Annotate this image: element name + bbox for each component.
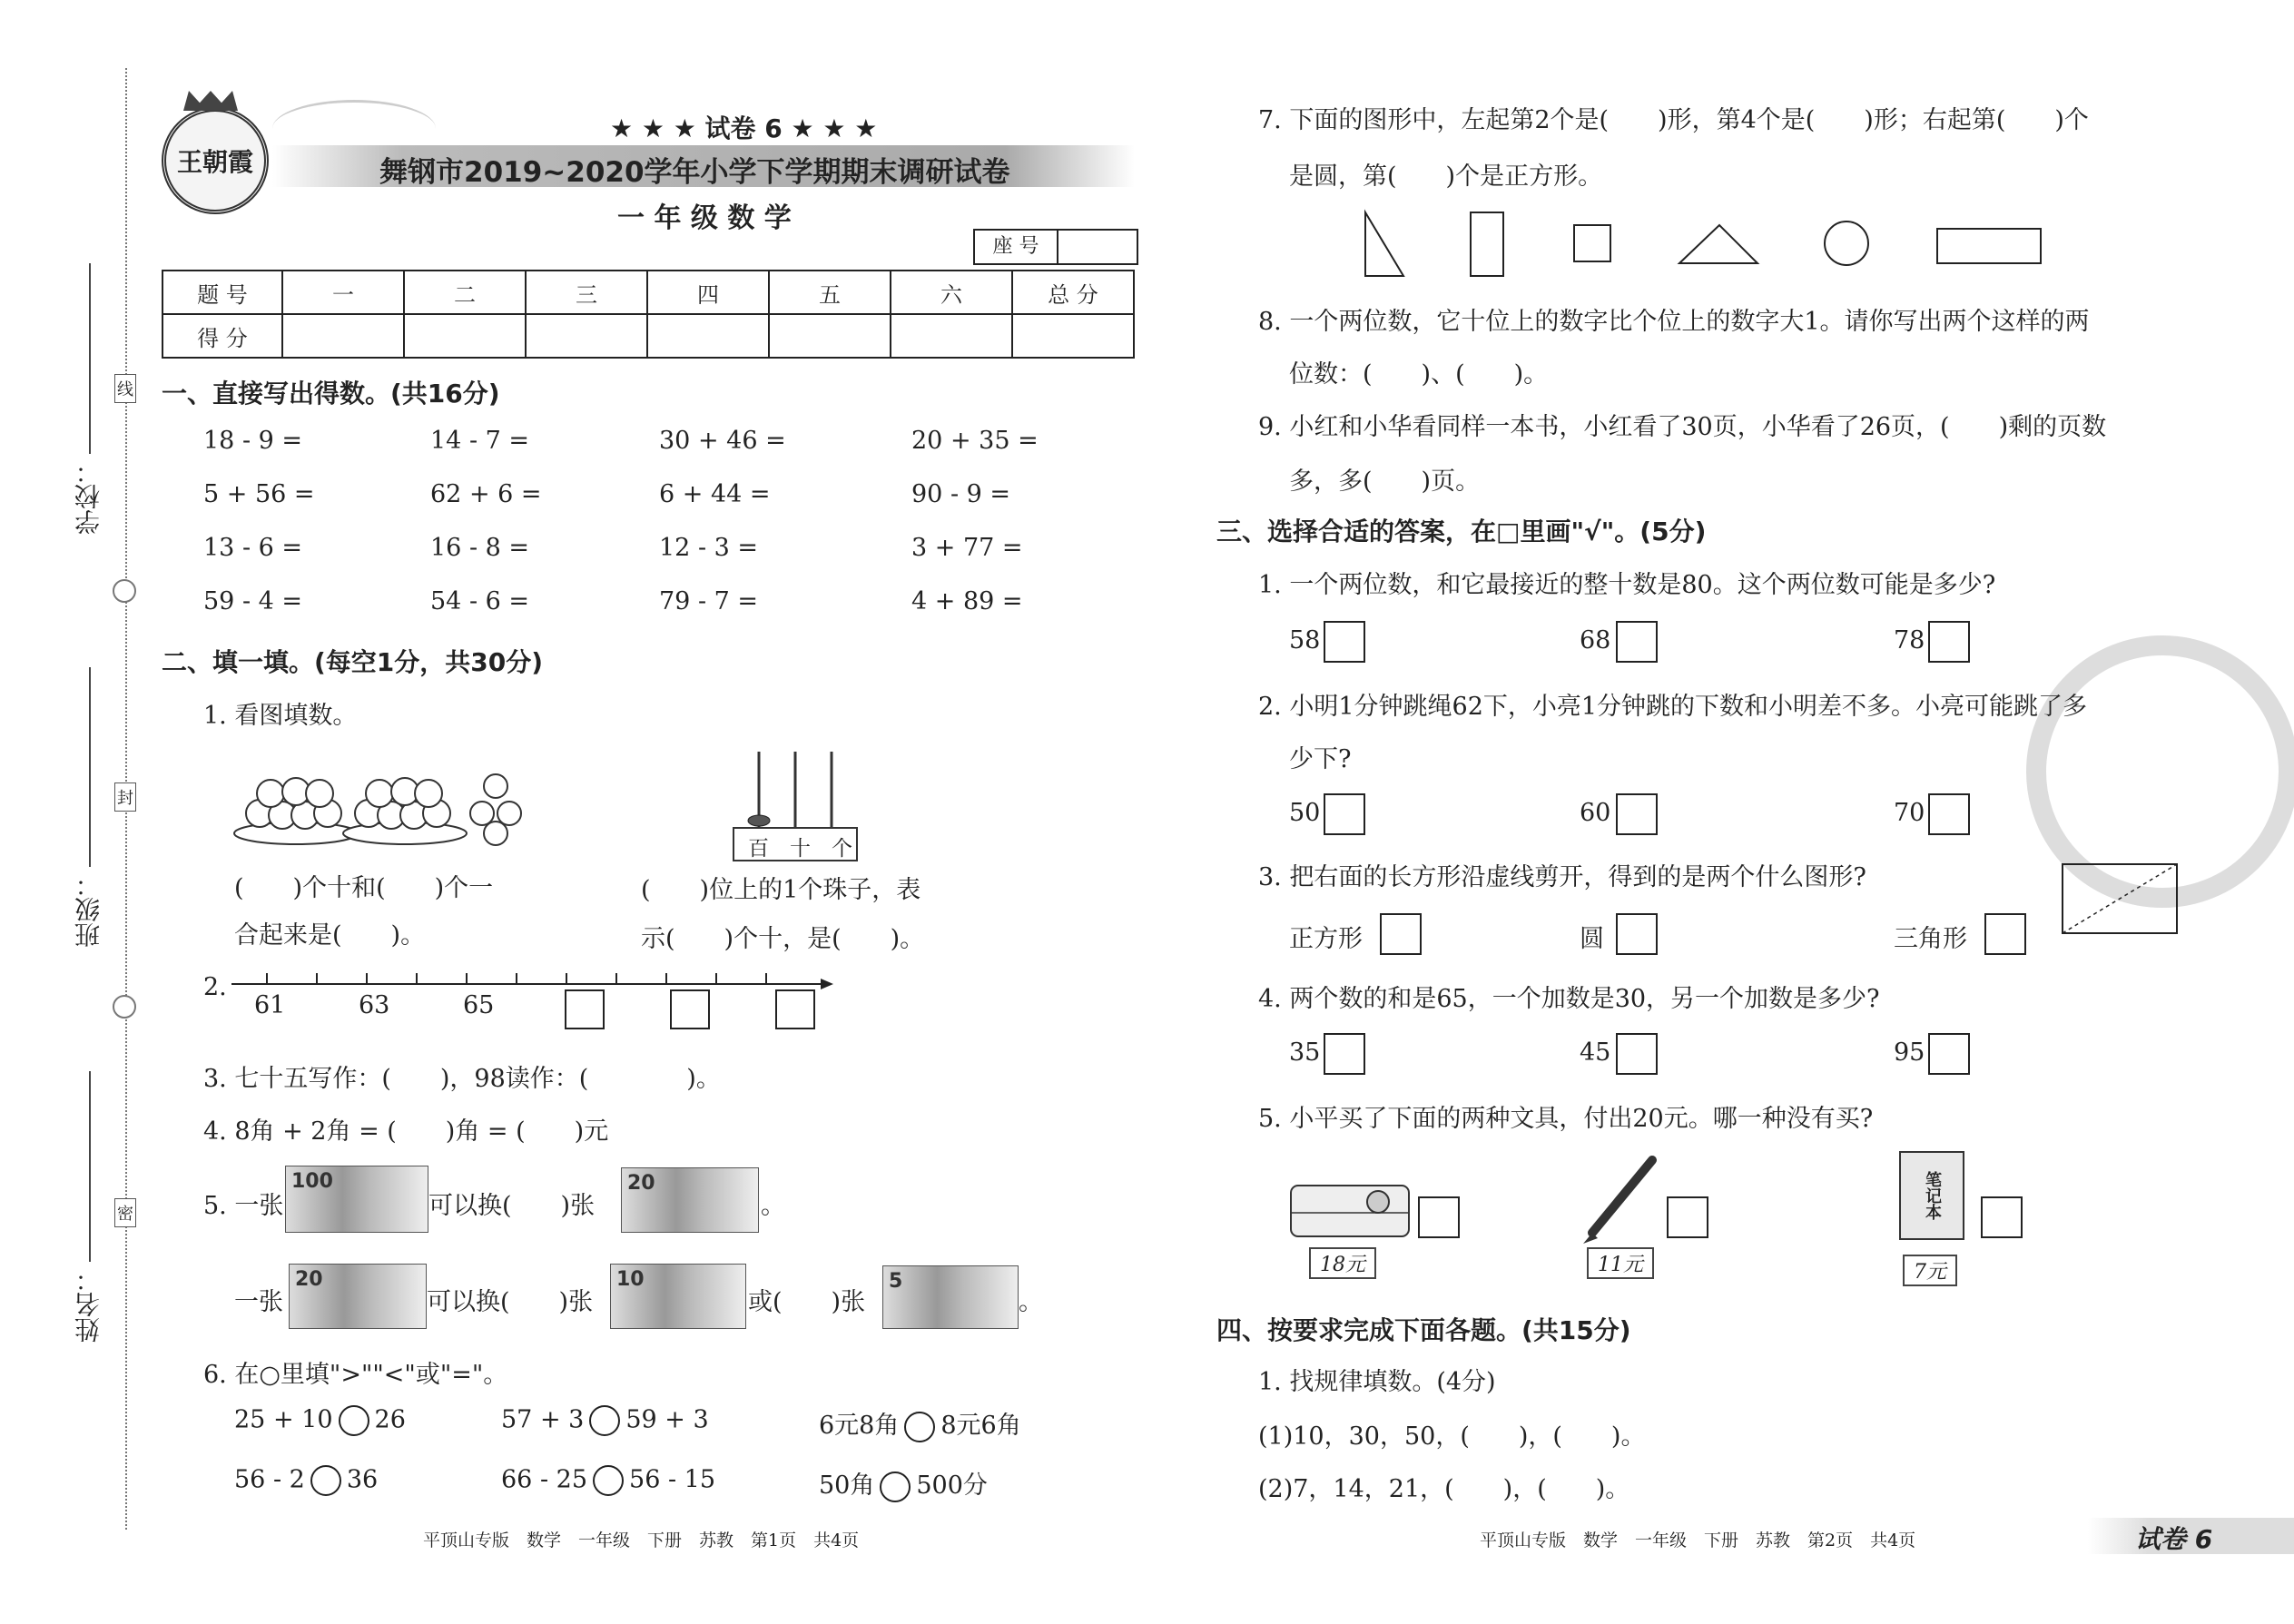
question-text: 7. 下面的图形中，左起第2个是( )形，第4个是( )形；右起第( )个 bbox=[1258, 106, 2089, 134]
banknote-20: 20 bbox=[621, 1167, 759, 1233]
check-box[interactable] bbox=[1984, 913, 2026, 955]
footer-badge: 试卷 6 bbox=[2135, 1524, 2213, 1554]
section-heading: 二、填一填。(每空1分，共30分) bbox=[162, 647, 544, 677]
banknote-5: 5 bbox=[882, 1265, 1019, 1329]
check-box[interactable] bbox=[1616, 621, 1658, 663]
question-text: ( )位上的1个珠子，表 bbox=[641, 876, 921, 904]
compare-circle[interactable] bbox=[589, 1405, 620, 1436]
arith-item: 20 + 35 = bbox=[911, 427, 1039, 455]
banknote-10: 10 bbox=[610, 1264, 746, 1329]
price-tag: 18元 bbox=[1309, 1247, 1376, 1279]
check-box[interactable] bbox=[1616, 1033, 1658, 1075]
price-tag: 11元 bbox=[1587, 1247, 1654, 1279]
arith-item: 5 + 56 = bbox=[203, 480, 315, 508]
check-box[interactable] bbox=[1324, 621, 1365, 663]
arith-item: 90 - 9 = bbox=[911, 480, 1011, 508]
question-text: 示( )个十，是( )。 bbox=[641, 925, 925, 953]
compare-circle[interactable] bbox=[593, 1465, 624, 1496]
arith-row bbox=[203, 427, 1039, 480]
dashed-rectangle bbox=[2061, 862, 2181, 937]
arith-item: 12 - 3 = bbox=[659, 534, 759, 562]
option-label: 圆 bbox=[1580, 925, 1604, 953]
score-cell[interactable] bbox=[1012, 314, 1134, 358]
score-cell[interactable] bbox=[404, 314, 526, 358]
option-label: 35 bbox=[1289, 1038, 1321, 1067]
question-text: 4. 两个数的和是65，一个加数是30，另一个加数是多少? bbox=[1258, 985, 1880, 1013]
score-table-score-row bbox=[162, 314, 1134, 358]
arith-item: 14 - 7 = bbox=[430, 427, 530, 455]
question-text: 合起来是( )。 bbox=[234, 921, 426, 950]
question-text: 一张 bbox=[234, 1288, 283, 1316]
question-text: (2)7，14，21，( )，( )。 bbox=[1258, 1475, 1630, 1503]
seal-mark-2: 封 bbox=[114, 782, 136, 812]
section-heading: 三、选择合适的答案，在□里画"√"。(5分) bbox=[1216, 517, 1707, 546]
compare-circle[interactable] bbox=[880, 1471, 911, 1502]
question-text: (1)10，30，50，( )，( )。 bbox=[1258, 1422, 1646, 1451]
compare-item: 25 + 10 26 bbox=[234, 1405, 406, 1436]
tick-label: 61 bbox=[254, 991, 286, 1019]
table-cell: 题 号 bbox=[162, 271, 282, 314]
shapes-illustration bbox=[1358, 207, 2048, 280]
table-cell: 六 bbox=[891, 271, 1012, 314]
name-line bbox=[89, 1071, 91, 1262]
table-cell: 总 分 bbox=[1012, 271, 1134, 314]
option-label: 58 bbox=[1289, 626, 1321, 655]
compare-item: 6元8角 8元6角 bbox=[819, 1405, 1021, 1442]
check-box[interactable] bbox=[1981, 1196, 2023, 1238]
question-number: 2. bbox=[203, 973, 227, 1001]
check-box[interactable] bbox=[1380, 913, 1422, 955]
table-cell: 三 bbox=[526, 271, 647, 314]
question-text: 8. 一个两位数，它十位上的数字比个位上的数字大1。请你写出两个这样的两 bbox=[1258, 308, 2090, 336]
tick-label: 63 bbox=[359, 991, 390, 1019]
table-cell: 一 bbox=[282, 271, 404, 314]
question-text: 可以换( )张 bbox=[428, 1192, 596, 1220]
table-cell: 得 分 bbox=[162, 314, 282, 358]
score-cell[interactable] bbox=[647, 314, 769, 358]
question-text: 9. 小红和小华看同样一本书，小红看了30页，小华看了26页，( )剩的页数 bbox=[1258, 413, 2107, 441]
answer-box[interactable] bbox=[775, 989, 815, 1029]
question-text: 1. 找规律填数。(4分) bbox=[1258, 1368, 1496, 1396]
page-footer: 平顶山专版 数学 一年级 下册 苏教 第1页 共4页 bbox=[423, 1530, 860, 1550]
question-text: 是圆，第( )个是正方形。 bbox=[1289, 162, 1603, 191]
question-text: 6. 在○里填">""<"或"="。 bbox=[203, 1361, 508, 1389]
arith-item: 18 - 9 = bbox=[203, 427, 303, 455]
option-label: 70 bbox=[1894, 799, 1925, 827]
answer-box[interactable] bbox=[565, 989, 605, 1029]
option-label: 正方形 bbox=[1289, 925, 1363, 953]
arith-item: 3 + 77 = bbox=[911, 534, 1023, 562]
seat-number-field[interactable] bbox=[1058, 231, 1137, 263]
question-text: 。 bbox=[761, 1192, 785, 1220]
question-text: 少下? bbox=[1289, 745, 1352, 773]
seal-mark-1: 线 bbox=[114, 374, 136, 403]
arithmetic-grid bbox=[203, 427, 1039, 641]
option-label: 三角形 bbox=[1894, 925, 1967, 953]
page-footer: 平顶山专版 数学 一年级 下册 苏教 第2页 共4页 bbox=[1480, 1530, 1916, 1550]
option-label: 45 bbox=[1580, 1038, 1611, 1067]
abacus-label: 百 十 个 bbox=[748, 837, 852, 861]
check-box[interactable] bbox=[1928, 621, 1970, 663]
score-cell[interactable] bbox=[282, 314, 404, 358]
question-text: 5. 小平买了下面的两种文具，付出20元。哪一种没有买? bbox=[1258, 1105, 1874, 1133]
option-label: 68 bbox=[1580, 626, 1611, 655]
check-box[interactable] bbox=[1324, 793, 1365, 835]
notebook-label: 笔记本 bbox=[1923, 1171, 1942, 1220]
arith-item: 30 + 46 = bbox=[659, 427, 786, 455]
score-cell[interactable] bbox=[769, 314, 891, 358]
name-label: 姓名： bbox=[74, 1266, 103, 1343]
class-label: 班级： bbox=[74, 871, 103, 948]
school-label: 学校： bbox=[74, 458, 103, 535]
seat-box bbox=[973, 229, 1138, 265]
check-box[interactable] bbox=[1616, 793, 1658, 835]
arith-item: 59 - 4 = bbox=[203, 587, 303, 615]
table-cell: 二 bbox=[404, 271, 526, 314]
compare-circle[interactable] bbox=[904, 1412, 935, 1442]
peach-plates-illustration bbox=[232, 759, 559, 850]
arith-row bbox=[203, 587, 1039, 641]
crown-icon bbox=[183, 91, 238, 111]
score-cell[interactable] bbox=[891, 314, 1012, 358]
check-box[interactable] bbox=[1928, 793, 1970, 835]
number-line bbox=[227, 966, 835, 993]
check-box[interactable] bbox=[1324, 1033, 1365, 1075]
check-box[interactable] bbox=[1616, 913, 1658, 955]
check-box[interactable] bbox=[1418, 1196, 1460, 1238]
compare-item: 50角 500分 bbox=[819, 1465, 988, 1502]
tick-label: 65 bbox=[463, 991, 495, 1019]
question-text: 。 bbox=[1019, 1288, 1043, 1316]
compare-circle[interactable] bbox=[339, 1405, 369, 1436]
compare-item: 57 + 3 59 + 3 bbox=[501, 1405, 709, 1436]
question-text: 1. 看图填数。 bbox=[203, 702, 358, 730]
arith-row bbox=[203, 480, 1039, 534]
arith-item: 54 - 6 = bbox=[430, 587, 530, 615]
pen-icon bbox=[1580, 1155, 1661, 1245]
compare-item: 66 - 25 56 - 15 bbox=[501, 1465, 715, 1496]
banknote-20: 20 bbox=[289, 1264, 427, 1329]
question-text: 位数：( )、( )。 bbox=[1289, 360, 1549, 389]
section-heading: 四、按要求完成下面各题。(共15分) bbox=[1216, 1315, 1631, 1345]
arith-item: 13 - 6 = bbox=[203, 534, 303, 562]
pencil-case-illustration bbox=[1287, 1176, 1414, 1244]
arith-item: 4 + 89 = bbox=[911, 587, 1023, 615]
arith-item: 62 + 6 = bbox=[430, 480, 542, 508]
question-text: 1. 一个两位数，和它最接近的整十数是80。这个两位数可能是多少? bbox=[1258, 571, 1996, 599]
option-label: 60 bbox=[1580, 799, 1611, 827]
price-tag: 7元 bbox=[1903, 1255, 1957, 1286]
logo-badge bbox=[162, 107, 269, 214]
paper-number: ★ ★ ★ 试卷 6 ★ ★ ★ bbox=[610, 113, 878, 143]
subject-title: 一 年 级 数 学 bbox=[617, 202, 792, 234]
option-label: 50 bbox=[1289, 799, 1321, 827]
seat-label: 座 号 bbox=[975, 231, 1058, 263]
option-label: 95 bbox=[1894, 1038, 1925, 1067]
answer-box[interactable] bbox=[670, 989, 710, 1029]
question-text: 3. 七十五写作：( )，98读作：( )。 bbox=[203, 1065, 721, 1093]
score-cell[interactable] bbox=[526, 314, 647, 358]
check-box[interactable] bbox=[1667, 1196, 1708, 1238]
question-text: 5. 一张 bbox=[203, 1192, 284, 1220]
table-cell: 四 bbox=[647, 271, 769, 314]
question-text: 可以换( )张 bbox=[427, 1288, 594, 1316]
flower-icon bbox=[113, 579, 136, 603]
compare-circle[interactable] bbox=[310, 1465, 341, 1496]
flower-icon bbox=[113, 995, 136, 1019]
section-heading: 一、直接写出得数。(共16分) bbox=[162, 379, 500, 408]
banknote-100: 100 bbox=[285, 1166, 428, 1233]
class-line bbox=[89, 667, 91, 867]
score-table-header-row bbox=[162, 271, 1134, 314]
seal-mark-3: 密 bbox=[114, 1198, 136, 1227]
option-label: 78 bbox=[1894, 626, 1925, 655]
arith-row bbox=[203, 534, 1039, 587]
table-cell: 五 bbox=[769, 271, 891, 314]
arith-item: 16 - 8 = bbox=[430, 534, 530, 562]
school-line bbox=[89, 263, 91, 454]
notebook-icon bbox=[1899, 1151, 1964, 1240]
compare-item: 56 - 2 36 bbox=[234, 1465, 378, 1496]
arith-item: 6 + 44 = bbox=[659, 480, 771, 508]
question-text: 或( )张 bbox=[748, 1288, 866, 1316]
question-text: 多，多( )页。 bbox=[1289, 468, 1481, 496]
arith-item: 79 - 7 = bbox=[659, 587, 759, 615]
question-text: 2. 小明1分钟跳绳62下，小亮1分钟跳的下数和小明差不多。小亮可能跳了多 bbox=[1258, 693, 2088, 721]
page-title: 舞钢市2019~2020学年小学下学期期末调研试卷 bbox=[379, 156, 1010, 189]
question-text: ( )个十和( )个一 bbox=[234, 874, 494, 902]
logo-text: 王朝霞 bbox=[176, 147, 253, 177]
score-table bbox=[162, 270, 1135, 359]
question-text: 4. 8角 + 2角 = ( )角 = ( )元 bbox=[203, 1117, 609, 1146]
question-text: 3. 把右面的长方形沿虚线剪开，得到的是两个什么图形? bbox=[1258, 863, 1866, 891]
check-box[interactable] bbox=[1928, 1033, 1970, 1075]
